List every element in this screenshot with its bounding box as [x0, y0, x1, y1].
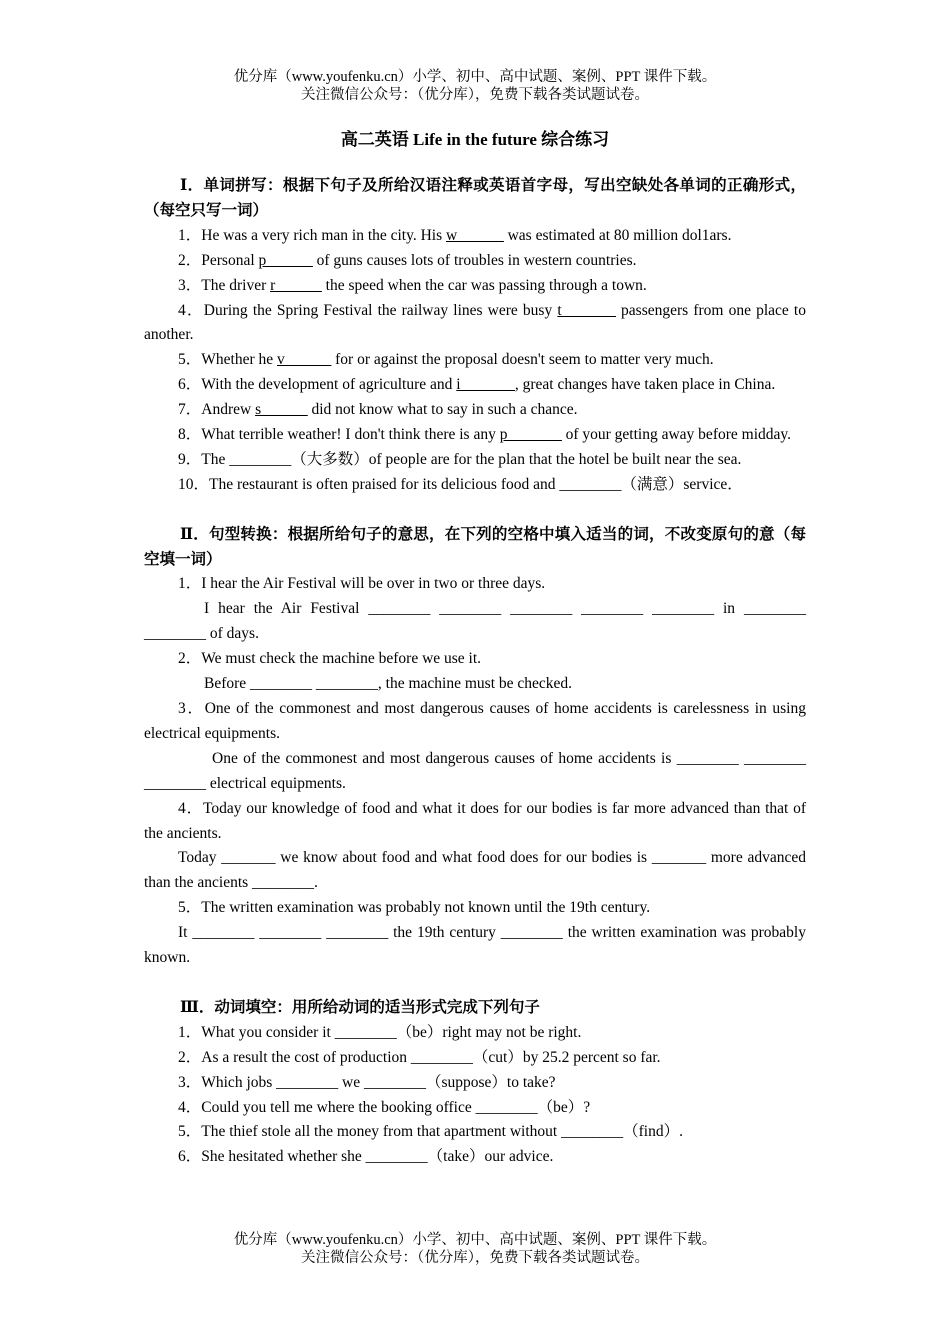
section-3-item-4: 4．Could you tell me where the booking office ________（be）? [178, 1098, 591, 1116]
section-2-answer-4: Today _______ we know about food and what food does for our bodies is _______ more advanced than the ancients ________. [144, 849, 806, 892]
spacer [144, 498, 806, 523]
section-1-item-8: 8．What terrible weather! I don't think there is any p_______ of your getting away before midday. [178, 426, 792, 444]
section-2-question-4: 4．Today our knowledge of food and what it does for our bodies is far more advanced than that of the ancients. [144, 799, 806, 842]
section-1-item-3: 3．The driver r______ the speed when the car was passing through a town. [178, 276, 647, 294]
section-1-item-6: 6．With the development of agriculture and i_______, great changes have taken place in China. [178, 376, 776, 394]
section-1-item-10: 10．The restaurant is often praised for its delicious food and ________（满意）service． [178, 475, 743, 493]
section-2-question-3: 3．One of the commonest and most dangerous causes of home accidents is carelessness in using electrical equipments. [144, 700, 806, 742]
section-2-question-5: 5．The written examination was probably not known until the 19th century. [178, 899, 651, 917]
section-3-item-5: 5．The thief stole all the money from that apartment without ________（find）. [178, 1123, 683, 1141]
section-3-item-6: 6．She hesitated whether she ________（take）our advice. [178, 1148, 554, 1166]
section-1-item-5: 5．Whether he v______ for or against the proposal doesn't seem to matter very much. [178, 351, 714, 369]
section-1-item-1: 1．He was a very rich man in the city. His w______ was estimated at 80 million dol1ars. [178, 226, 732, 244]
section-3-item-3: 3．Which jobs ________ we ________（suppose）to take? [178, 1073, 556, 1091]
section-1-item-7: 7．Andrew s______ did not know what to say in such a chance. [178, 401, 578, 419]
header-line-1: 优分库（www.youfenku.cn）小学、初中、高中试题、案例、PPT 课件下载。 [233, 69, 717, 85]
section-2-answer-5: It ________ ________ ________ the 19th century ________ the written examination was probably known. [144, 924, 806, 967]
footer-line-2: 关注微信公众号：（优分库），免费下载各类试题试卷。 [301, 1250, 649, 1266]
section-3-item-2: 2．As a result the cost of production ________（cut）by 25.2 percent so far. [178, 1048, 661, 1066]
section-2-answer-1: I hear the Air Festival ________ ________ ________ ________ ________ in ________ ________ of days. [144, 600, 806, 643]
section-2-answer-3: One of the commonest and most dangerous causes of home accidents is ________ ________ ________ electrical equipments. [144, 749, 806, 792]
section-2-heading: Ⅱ．句型转换：根据所给句子的意思，在下列的空格中填入适当的词，不改变原句的意（每空填一词） [144, 525, 806, 568]
section-1-item-2: 2．Personal p______ of guns causes lots of troubles in western countries. [178, 251, 637, 269]
section-1-item-9: 9．The ________（大多数）of people are for the plan that the hotel be built near the sea. [178, 450, 742, 468]
page-header [0, 68, 950, 104]
exercise-content [144, 174, 810, 1170]
section-2-question-1: 1．I hear the Air Festival will be over in two or three days. [178, 575, 546, 593]
section-2-question-2: 2．We must check the machine before we use it. [178, 650, 482, 668]
header-line-2: 关注微信公众号：（优分库），免费下载各类试题试卷。 [301, 87, 649, 103]
section-1-item-4: 4．During the Spring Festival the railway lines were busy t_______ passengers from one place to another. [144, 301, 810, 344]
footer-line-1: 优分库（www.youfenku.cn）小学、初中、高中试题、案例、PPT 课件下载。 [233, 1232, 717, 1248]
section-3-heading: Ⅲ．动词填空：用所给动词的适当形式完成下列句子 [180, 998, 540, 1016]
page-title: 高二英语 Life in the future 综合练习 [340, 130, 610, 149]
section-1-heading: Ⅰ．单词拼写：根据下句子及所给汉语注释或英语首字母，写出空缺处各单词的正确形式，（每空只写一词） [144, 177, 806, 219]
page-footer [0, 1231, 950, 1267]
section-2-answer-2: Before ________ ________, the machine must be checked. [204, 675, 573, 693]
section-3-item-1: 1．What you consider it ________（be）right may not be right. [178, 1023, 582, 1041]
spacer [144, 971, 806, 996]
